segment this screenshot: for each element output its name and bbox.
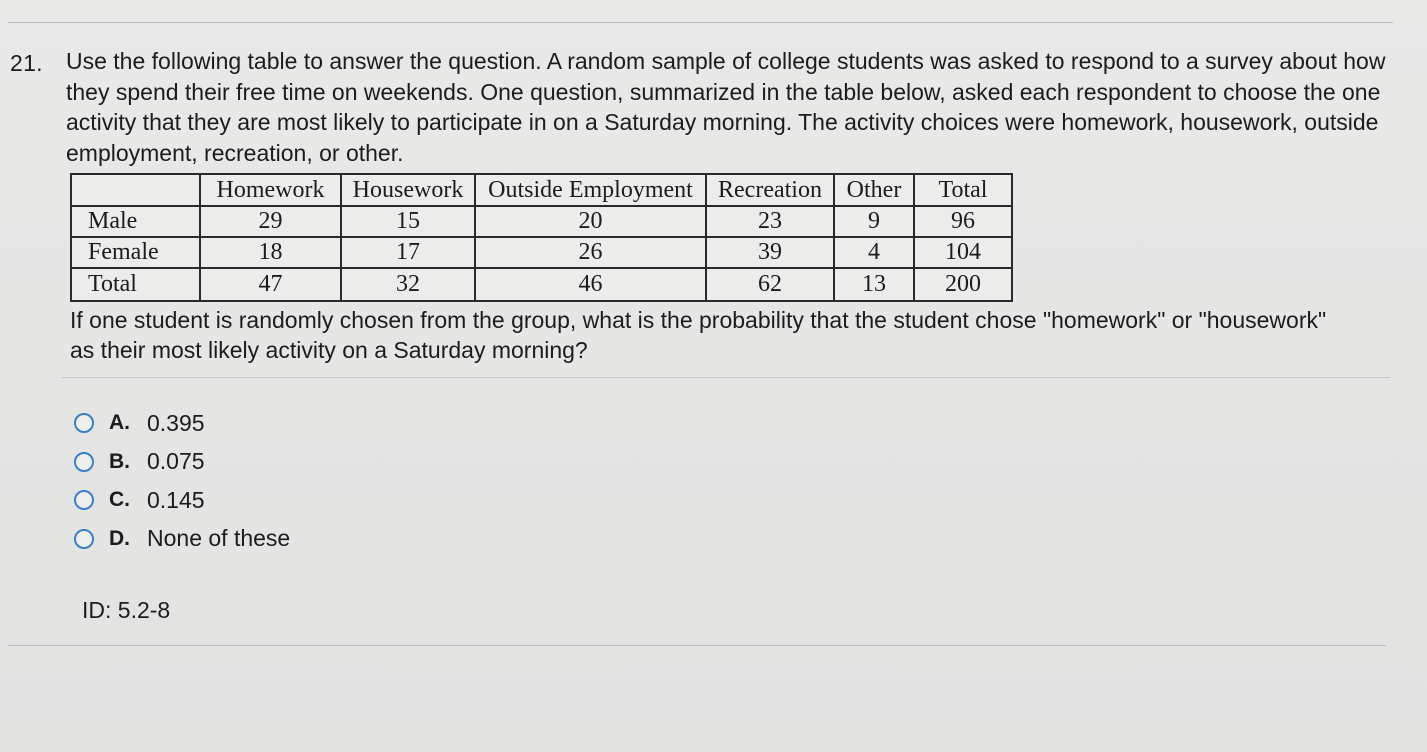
radio-button-icon[interactable] <box>74 452 94 472</box>
option-c[interactable] <box>74 481 290 520</box>
option-value: None of these <box>147 525 291 552</box>
table-cell: 39 <box>706 237 834 268</box>
table-cell: 96 <box>914 206 1012 237</box>
question-number: 21. <box>10 50 43 76</box>
table-cell: 29 <box>200 206 341 237</box>
table-header-housework: Housework <box>341 174 475 206</box>
table-header-homework: Homework <box>200 174 341 206</box>
option-letter: D. <box>109 526 130 550</box>
option-value: 0.395 <box>147 409 205 436</box>
table-cell: 200 <box>914 268 1012 301</box>
table-cell: 4 <box>834 237 914 268</box>
table-cell: 13 <box>834 268 914 301</box>
table-cell: 20 <box>475 206 706 237</box>
radio-button-icon[interactable] <box>74 413 94 433</box>
table-header-total: Total <box>914 174 1012 206</box>
table-header-row <box>71 174 1012 206</box>
option-b[interactable] <box>74 443 290 482</box>
option-letter: C. <box>109 488 130 512</box>
table-header-recreation: Recreation <box>706 174 834 206</box>
table-cell: 15 <box>341 206 475 237</box>
option-a[interactable] <box>74 404 290 443</box>
radio-button-icon[interactable] <box>74 529 94 549</box>
option-d[interactable] <box>74 520 290 559</box>
table-cell: 104 <box>914 237 1012 268</box>
table-header-outside-employment: Outside Employment <box>475 174 706 206</box>
table-cell: 18 <box>200 237 341 268</box>
table-cell: 62 <box>706 268 834 301</box>
answer-divider <box>62 377 1390 378</box>
table-cell: 23 <box>706 206 834 237</box>
survey-table <box>70 173 1013 302</box>
question-prompt: If one student is randomly chosen from the group, what is the probability that the student chose "homework" or "housework" as their most likely activity on a Saturday morning? <box>70 307 1327 363</box>
top-divider <box>8 22 1393 23</box>
option-value: 0.075 <box>147 448 205 475</box>
table-row-male <box>71 206 1012 237</box>
table-row-female <box>71 237 1012 268</box>
radio-button-icon[interactable] <box>74 490 94 510</box>
question-text: Use the following table to answer the question. A random sample of college students was asked to respond to a survey about how they spend their free time on weekends. One question, summarized in the table below, asked each respondent to choose the one activity that they are most likely to participate in on a Saturday morning. The activity choices were homework, housework, outside employment, recreation, or other. <box>66 48 1386 166</box>
table-cell: 47 <box>200 268 341 301</box>
answer-options <box>74 404 290 558</box>
table-cell: 9 <box>834 206 914 237</box>
table-header-other: Other <box>834 174 914 206</box>
row-label-male: Male <box>71 206 200 237</box>
question-id: ID: 5.2-8 <box>82 597 171 623</box>
table-cell: 46 <box>475 268 706 301</box>
row-label-total: Total <box>71 268 200 301</box>
option-value: 0.145 <box>147 486 205 513</box>
option-letter: A. <box>109 411 130 435</box>
table-row-total <box>71 268 1012 301</box>
table-header-corner <box>71 174 200 206</box>
row-label-female: Female <box>71 237 200 268</box>
bottom-divider <box>8 645 1386 646</box>
option-letter: B. <box>109 449 130 473</box>
table-cell: 17 <box>341 237 475 268</box>
table-cell: 32 <box>341 268 475 301</box>
table-cell: 26 <box>475 237 706 268</box>
